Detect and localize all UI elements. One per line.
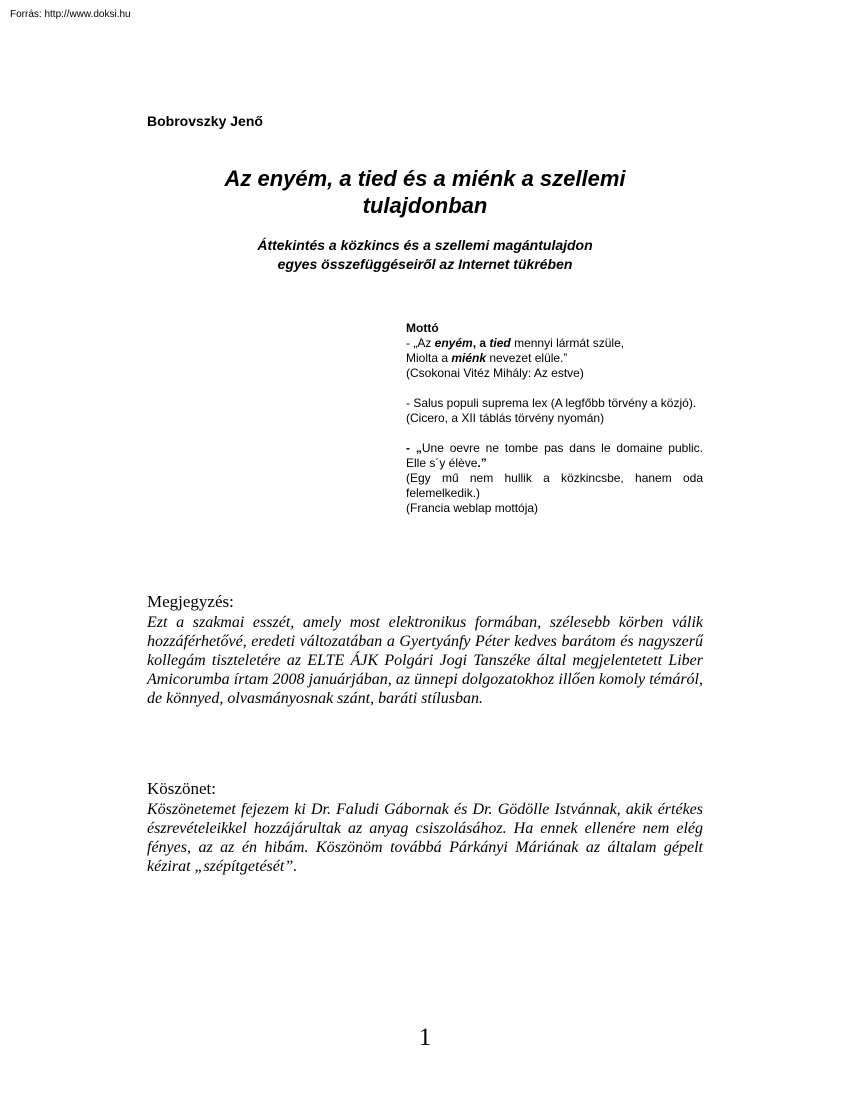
subtitle-line-2: egyes összefüggéseiről az Internet tükrében xyxy=(277,256,573,272)
quote-text: , a xyxy=(472,336,490,350)
motto-quote-2-source: (Cicero, a XII táblás törvény nyomán) xyxy=(406,411,605,425)
quote-text: nevezet elüle.” xyxy=(486,351,568,365)
motto-quote-3 xyxy=(406,441,703,471)
note-body: Ezt a szakmai esszét, amely most elektronikus formában, szélesebb körben válik hozzáférhetővé, eredeti változatában a Gyertyánfy Péter kedves barátom és nagyszerű kollegám tiszteletére az ELTE ÁJK Polgári Jogi Tanszéke által megjelentetett Liber Amicorumba írtam 2008 januárjában, az ünnepi dolgozatokhoz illően komoly témáról, de könnyed, olvasmányosnak szánt, baráti stílusban. xyxy=(147,614,703,707)
title-line-2: tulajdonban xyxy=(362,193,488,218)
thanks-body: Köszönetemet fejezem ki Dr. Faludi Gábornak és Dr. Gödölle Istvánnak, akik értékes észrevételeikkel hozzájárultak az anyag csiszolásához. Ha ennek ellenére nem elég fényes, az az én hibám. Köszönöm továbbá Párkányi Máriának az általam gépelt kézirat „szépítgetését”. xyxy=(147,801,703,875)
quote-text: - „Az xyxy=(406,336,435,350)
quote-text: Une oevre ne tombe pas dans le domaine public. Elle s´y élève xyxy=(406,441,703,470)
note-label: Megjegyzés: xyxy=(147,592,234,611)
motto-quote-1-line-2 xyxy=(406,351,703,366)
title-line-1: Az enyém, a tied és a miénk a szellemi xyxy=(224,166,626,191)
motto-quote-3-source: (Francia weblap mottója) xyxy=(406,501,539,515)
quote-text: mennyi lármát szüle, xyxy=(510,336,625,350)
quote-mark: .” xyxy=(477,456,487,470)
motto-quote-1-line-1 xyxy=(406,336,703,351)
quote-mark: - „ xyxy=(406,441,422,455)
quote-text: Miolta a xyxy=(406,351,452,365)
motto-heading: Mottó xyxy=(406,321,439,335)
motto-quote-3-translation: (Egy mű nem hullik a közkincsbe, hanem oda felemelkedik.) xyxy=(406,471,703,500)
quote-emphasis: miénk xyxy=(451,351,487,365)
source-line: Forrás: http://www.doksi.hu xyxy=(10,9,131,20)
quote-emphasis: tied xyxy=(489,336,511,350)
quote-emphasis: enyém xyxy=(434,336,473,350)
page-number: 1 xyxy=(418,1024,432,1051)
author-name: Bobrovszky Jenő xyxy=(147,113,263,129)
document-subtitle xyxy=(147,236,703,274)
thanks-label: Köszönet: xyxy=(147,779,216,798)
document-title xyxy=(147,165,703,219)
subtitle-line-1: Áttekintés a közkincs és a szellemi magántulajdon xyxy=(257,237,593,253)
motto-block xyxy=(406,321,703,516)
motto-quote-2: - Salus populi suprema lex (A legfőbb törvény a közjó). xyxy=(406,396,697,410)
motto-quote-1-source: (Csokonai Vitéz Mihály: Az estve) xyxy=(406,366,584,380)
